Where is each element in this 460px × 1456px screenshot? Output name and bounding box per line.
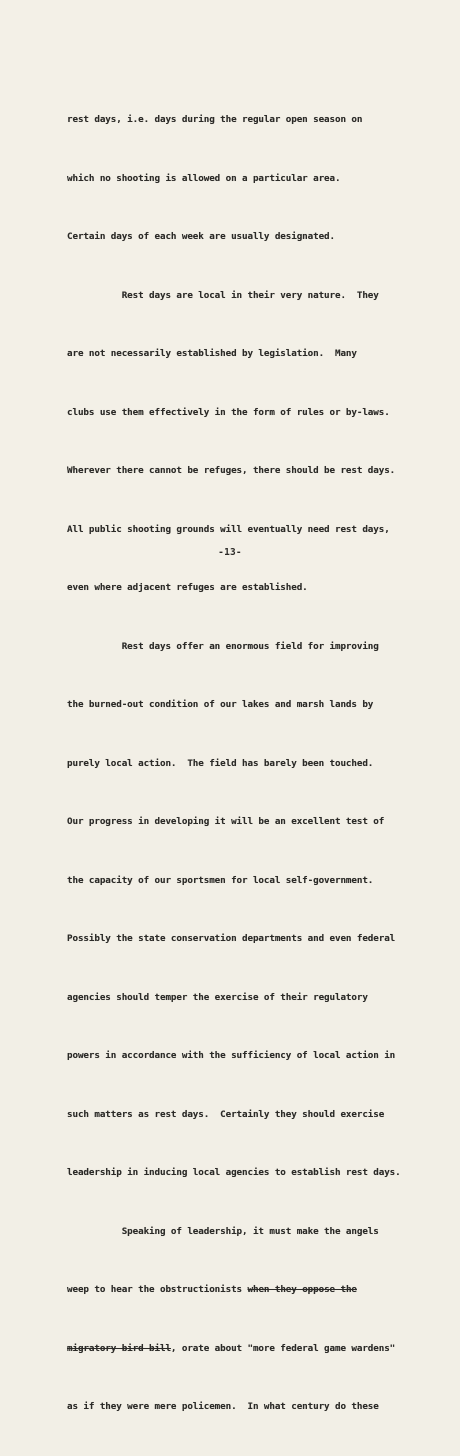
line-22-rest: , orate about "more federal game wardens" [170,1342,396,1354]
text-line-20: Speaking of leadership, it must make the angels [67,1225,379,1237]
text-line-14: the capacity of our sportsmen for local self-government. [67,874,374,886]
text-line-23: as if they were mere policemen. In what century do these [67,1401,379,1412]
text-line-22 [67,1339,437,1359]
text-line-3: Certain days of each week are usually designated. [67,231,335,242]
text-line-6: clubs use them effectively in the form of rules or by-laws. [67,406,390,418]
text-line-7: Wherever there cannot be refuges, there should be rest days. [67,465,396,476]
struck-out-text: migratory bird bill [67,1342,171,1354]
line-21-mid: obstructionists [159,1284,248,1295]
text-line-12: purely local action. The field has barely been touched. [67,757,374,769]
text-line-19: leadership in inducing local agencies to establish rest days. [67,1167,401,1178]
struck-out-text: when they oppose the [247,1284,357,1295]
text-line-10: Rest days offer an enormous field for improving [67,640,379,652]
text-line-9: even where adjacent refuges are established. [67,582,308,593]
body-text [67,71,437,1456]
text-line-13: Our progress in developing it will be an excellent test of [67,816,385,827]
text-line-2: which no shooting is allowed on a particular area. [67,172,341,184]
text-line-21 [67,1280,437,1300]
text-line-4: Rest days are local in their very nature. They [67,289,379,301]
text-line-15: Possibly the state conservation departments and even federal [67,933,396,944]
text-line-5: are not necessarily established by legislation. Many [67,348,357,359]
page-number: -13- [218,547,242,558]
text-line-18: such matters as rest days. Certainly they should exercise [67,1108,385,1120]
text-line-17: powers in accordance with the sufficiency of local action in [67,1050,396,1061]
line-21-prefix: weep to hear the [67,1284,160,1295]
text-line-8: All public shooting grounds will eventually need rest days, [67,523,390,535]
text-line-16: agencies should temper the exercise of their regulatory [67,991,368,1003]
text-line-11: the burned-out condition of our lakes and marsh lands by [67,699,374,710]
text-line-1: rest days, i.e. days during the regular open season on [67,114,363,125]
